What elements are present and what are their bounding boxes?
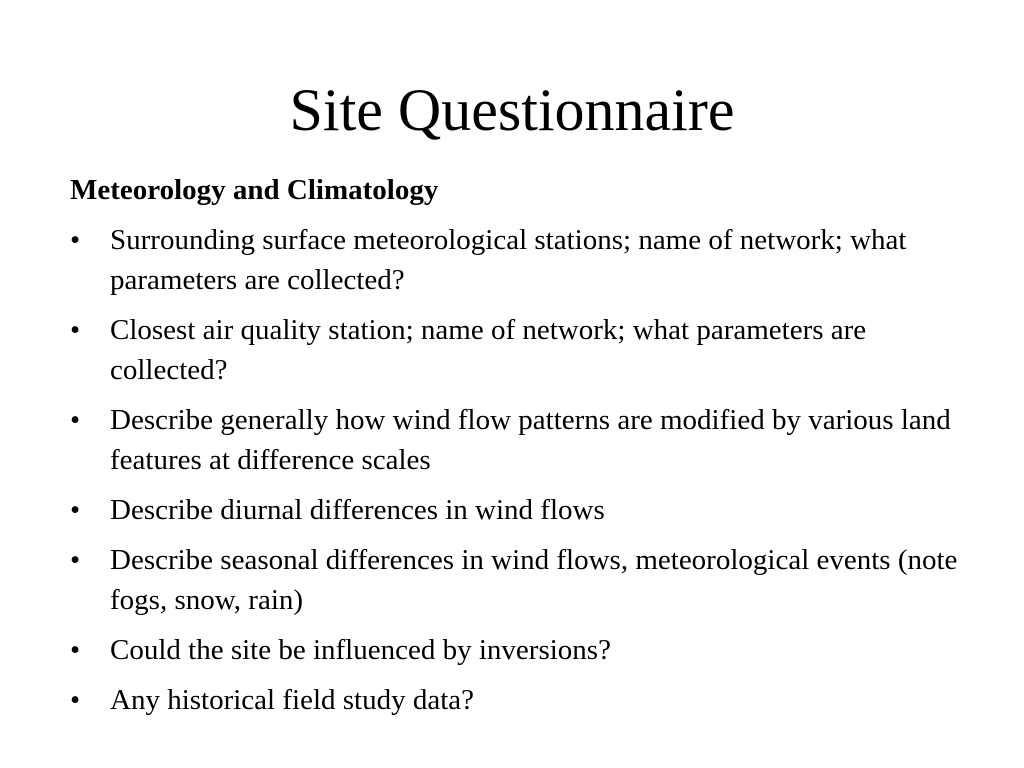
- bullet-text: Describe generally how wind flow patterns are modified by various land features at difference scales: [110, 404, 951, 476]
- bullet-icon: •: [70, 314, 81, 346]
- bullet-text: Surrounding surface meteorological stations; name of network; what parameters are collected?: [110, 224, 907, 296]
- bullet-item: [70, 310, 990, 390]
- bullet-item: [70, 220, 990, 300]
- bullet-item: [70, 630, 990, 670]
- bullet-text: Any historical field study data?: [110, 684, 475, 716]
- bullet-text: Closest air quality station; name of network; what parameters are collected?: [110, 314, 867, 386]
- bullet-item: [70, 540, 990, 620]
- slide-title: Site Questionnaire: [289, 77, 735, 143]
- bullet-icon: •: [70, 634, 81, 666]
- bullet-item: [70, 400, 990, 480]
- bullet-icon: •: [70, 224, 81, 256]
- bullet-icon: •: [70, 494, 81, 526]
- bullet-item: [70, 680, 990, 720]
- bullet-text: Describe diurnal differences in wind flows: [110, 494, 605, 526]
- bullet-text: Describe seasonal differences in wind flows, meteorological events (note fogs, snow, rain): [110, 544, 958, 616]
- bullet-item: [70, 490, 990, 530]
- bullet-icon: •: [70, 404, 81, 436]
- bullet-list: [70, 220, 990, 730]
- bullet-icon: •: [70, 684, 81, 716]
- bullet-text: Could the site be influenced by inversions?: [110, 634, 611, 666]
- bullet-icon: •: [70, 544, 81, 576]
- section-heading: Meteorology and Climatology: [70, 174, 439, 206]
